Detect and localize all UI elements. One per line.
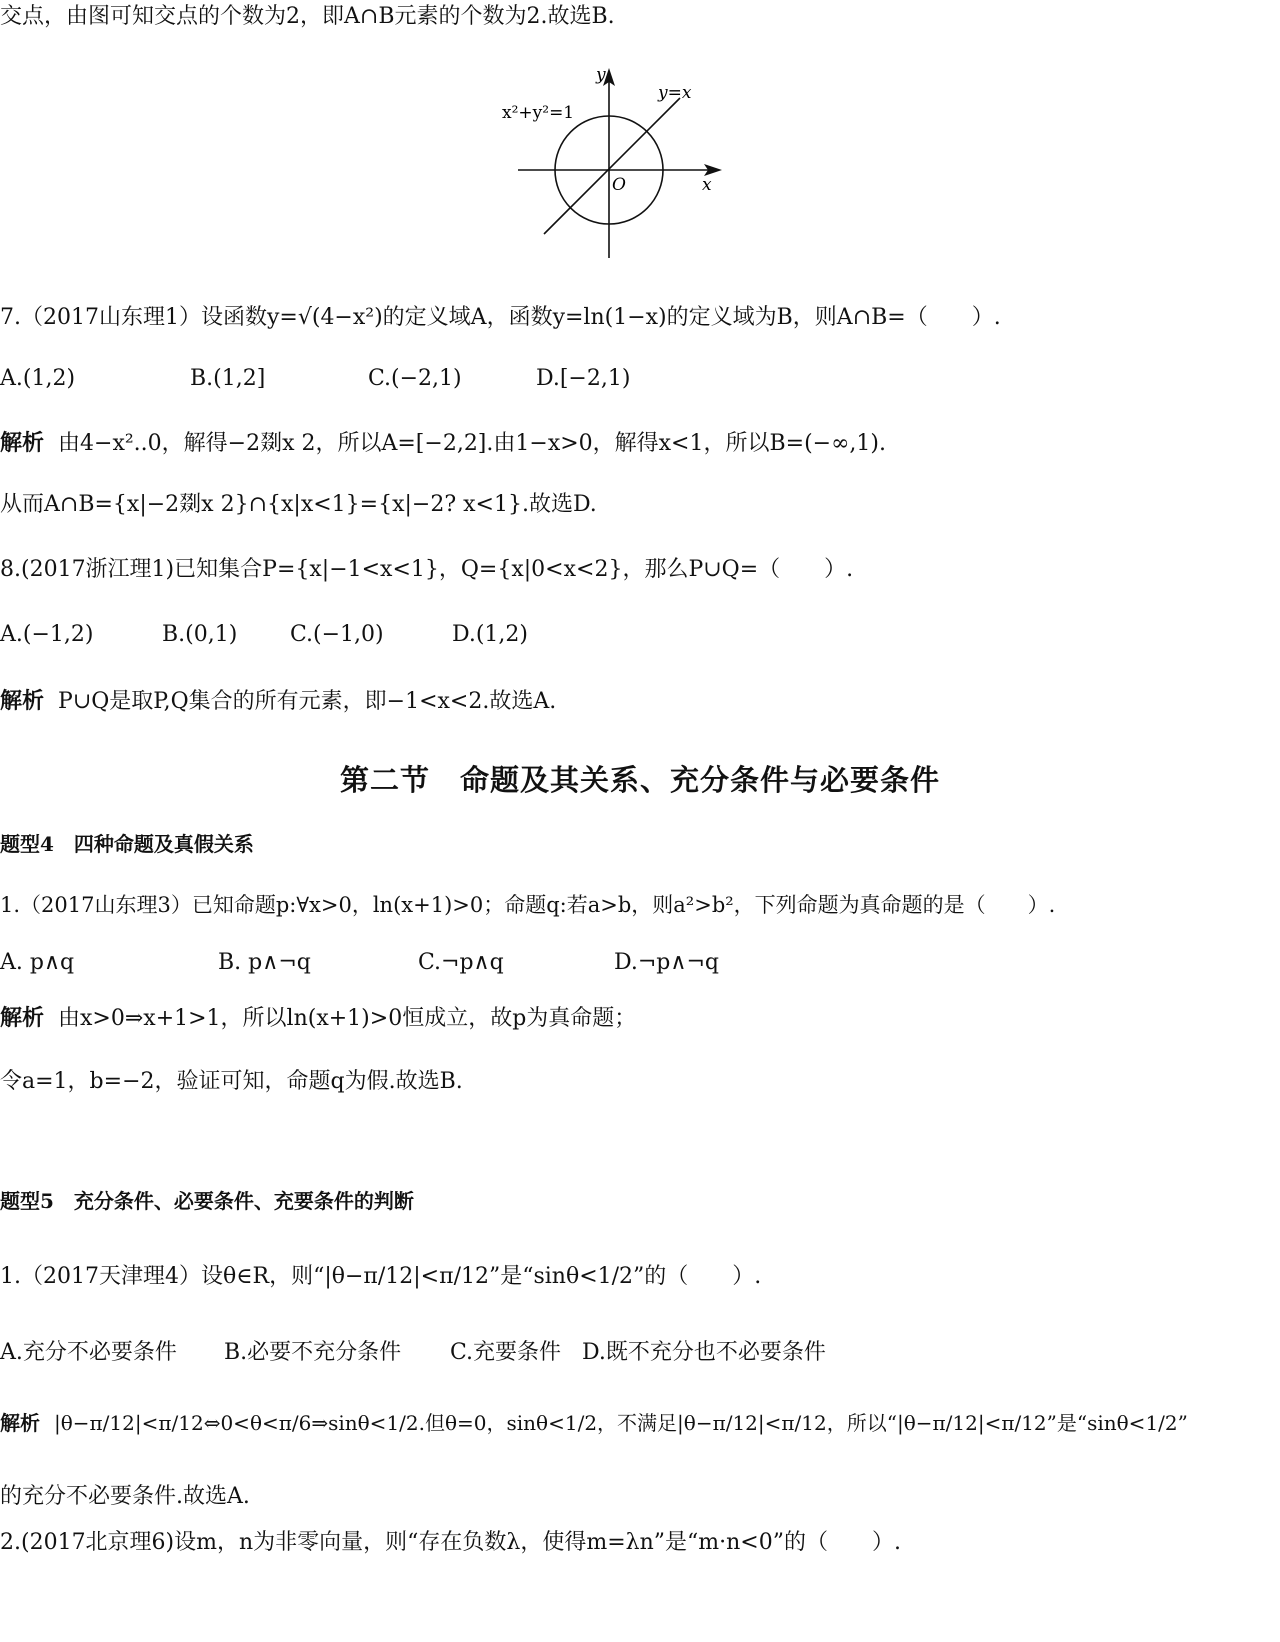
circle-equation-label: x²+y²=1 — [502, 103, 575, 123]
type-4-solution-line2: 令a=1，b=−2，验证可知，命题q为假.故选B. — [0, 1069, 463, 1094]
option-d: D.(1,2) — [452, 622, 529, 647]
type-5-question-1-options — [0, 1338, 1280, 1372]
line-equation-label: y=x — [658, 83, 692, 103]
origin-label: O — [612, 175, 626, 195]
question-8-options — [0, 620, 1280, 654]
solution-text: 由x>0⇒x+1>1，所以ln(x+1)>0恒成立，故p为真命题； — [58, 1006, 637, 1031]
section-title: 第二节 命题及其关系、充分条件与必要条件 — [339, 763, 940, 797]
x-axis-label: x — [702, 175, 712, 195]
option-b: B.必要不充分条件 — [224, 1340, 402, 1365]
option-b: B. p∧¬q — [218, 950, 311, 975]
solution-label: 解析 — [0, 688, 45, 714]
question-7-options — [0, 364, 1280, 398]
option-b: B.(0,1) — [162, 622, 238, 647]
type-4-question-1: 1.（2017山东理3）已知命题p:∀x>0，ln(x+1)>0；命题q:若a>b，则a²>b²，下列命题为真命题的是（ ）. — [0, 893, 1056, 917]
option-a: A.(−1,2) — [0, 622, 94, 647]
type-4-solution-line1 — [0, 1003, 636, 1034]
option-b: B.(1,2] — [190, 366, 266, 391]
type-5-question-2: 2.(2017北京理6)设m，n为非零向量，则“存在负数λ，使得m=λn”是“m·n<0”的（ ）. — [0, 1530, 901, 1555]
type-5-solution-line2: 的充分不必要条件.故选A. — [0, 1484, 250, 1509]
question-7: 7.（2017山东理1）设函数y=√(4−x²)的定义域A，函数y=ln(1−x)的定义域为B，则A∩B=（ ）. — [0, 305, 1001, 330]
question-8: 8.(2017浙江理1)已知集合P={x|−1<x<1}，Q={x|0<x<2}，那么P∪Q=（ ）. — [0, 557, 854, 582]
option-c: C.(−1,0) — [290, 622, 384, 647]
solution-label: 解析 — [0, 430, 45, 456]
type-5-heading: 题型5 充分条件、必要条件、充要条件的判断 — [0, 1189, 414, 1213]
circle-line-figure — [500, 62, 740, 262]
option-a: A. p∧q — [0, 950, 75, 975]
option-d: D.¬p∧¬q — [614, 950, 719, 975]
solution-label: 解析 — [0, 1005, 45, 1031]
solution-8 — [0, 686, 556, 717]
type-5-solution-line1 — [0, 1408, 1188, 1438]
solution-label: 解析 — [0, 1411, 40, 1435]
text-line-intro: 交点，由图可知交点的个数为2，即A∩B元素的个数为2.故选B. — [0, 4, 615, 29]
y-axis-label: y — [596, 65, 606, 85]
solution-7-line2: 从而A∩B={x|−2剟x 2}∩{x|x<1}={x|−2? x<1}.故选D. — [0, 492, 597, 517]
type-4-heading: 题型4 四种命题及真假关系 — [0, 832, 254, 856]
option-d: D.既不充分也不必要条件 — [582, 1340, 826, 1365]
solution-text: P∪Q是取P,Q集合的所有元素，即−1<x<2.故选A. — [58, 689, 557, 714]
type-4-question-1-options — [0, 948, 1280, 982]
solution-text: 由4−x²..0，解得−2剟x 2，所以A=[−2,2].由1−x>0，解得x<1，所以B=(−∞,1). — [58, 431, 887, 456]
option-c: C.充要条件 — [450, 1340, 562, 1365]
solution-text: |θ−π/12|<π/12⇔0<θ<π/6⇒sinθ<1/2.但θ=0，sinθ<1/2，不满足|θ−π/12|<π/12，所以“|θ−π/12|<π/12”是“sinθ<1/2” — [54, 1411, 1188, 1435]
option-d: D.[−2,1) — [536, 366, 631, 391]
option-c: C.(−2,1) — [368, 366, 462, 391]
solution-7-line1 — [0, 428, 886, 459]
option-a: A.充分不必要条件 — [0, 1340, 177, 1365]
type-5-question-1: 1.（2017天津理4）设θ∈R，则“|θ−π/12|<π/12”是“sinθ<1/2”的（ ）. — [0, 1264, 762, 1289]
option-a: A.(1,2) — [0, 366, 76, 391]
option-c: C.¬p∧q — [418, 950, 504, 975]
